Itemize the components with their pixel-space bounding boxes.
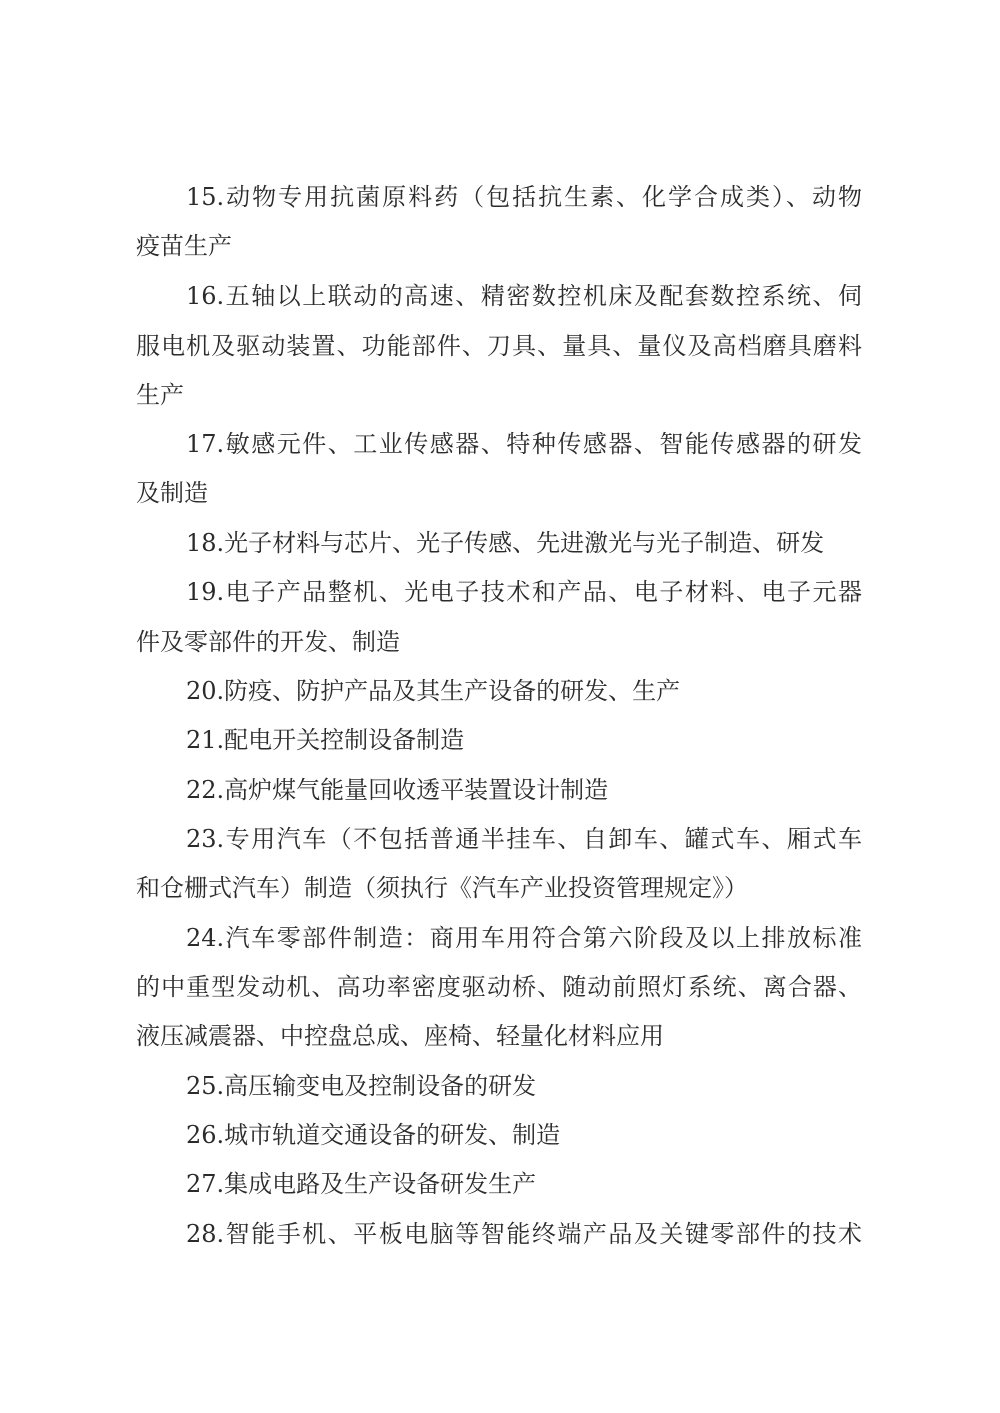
list-item-21-line-1	[186, 725, 464, 755]
item-number: 25.	[186, 1072, 225, 1100]
list-item-18-line-1	[186, 528, 824, 558]
item-number: 16.	[186, 282, 225, 310]
item-text: 专用汽车（不包括普通半挂车、自卸车、罐式车、厢式车	[224, 825, 862, 853]
item-number: 24.	[186, 924, 225, 952]
item-number: 27.	[186, 1170, 225, 1198]
item-number: 19.	[186, 578, 225, 606]
list-item-24-line-2	[136, 972, 862, 1002]
list-item-20-line-1	[186, 676, 680, 706]
item-number: 21.	[186, 726, 225, 754]
list-item-19-line-1	[186, 577, 862, 607]
item-text: 液压减震器、中控盘总成、座椅、轻量化材料应用	[136, 1022, 664, 1050]
list-item-16-line-3	[136, 380, 184, 410]
item-number: 22.	[186, 776, 225, 804]
item-text: 的中重型发动机、高功率密度驱动桥、随动前照灯系统、离合器、	[136, 973, 862, 1001]
list-item-15-line-1	[186, 182, 862, 212]
list-item-22-line-1	[186, 775, 608, 805]
item-text: 生产	[136, 381, 184, 409]
item-text: 高炉煤气能量回收透平装置设计制造	[224, 776, 609, 804]
item-text: 和仓栅式汽车）制造（须执行《汽车产业投资管理规定》）	[136, 874, 748, 902]
list-item-15-line-2	[136, 231, 232, 261]
item-number: 28.	[186, 1220, 225, 1248]
item-text: 件及零部件的开发、制造	[136, 628, 400, 656]
list-item-24-line-1	[186, 923, 862, 953]
list-item-25-line-1	[186, 1071, 536, 1101]
item-text: 智能手机、平板电脑等智能终端产品及关键零部件的技术	[224, 1220, 862, 1248]
item-number: 18.	[186, 529, 225, 557]
item-text: 敏感元件、工业传感器、特种传感器、智能传感器的研发	[224, 430, 862, 458]
item-text: 高压输变电及控制设备的研发	[224, 1072, 537, 1100]
list-item-27-line-1	[186, 1169, 536, 1199]
list-item-24-line-3	[136, 1021, 664, 1051]
item-text: 集成电路及生产设备研发生产	[224, 1170, 537, 1198]
item-number: 26.	[186, 1121, 225, 1149]
list-item-16-line-2	[136, 331, 862, 361]
item-text: 及制造	[136, 479, 208, 507]
list-item-17-line-1	[186, 429, 862, 459]
item-text: 防疫、防护产品及其生产设备的研发、生产	[224, 677, 681, 705]
item-text: 光子材料与芯片、光子传感、先进激光与光子制造、研发	[224, 529, 825, 557]
list-item-28-line-1	[186, 1219, 862, 1249]
item-text: 服电机及驱动装置、功能部件、刀具、量具、量仪及高档磨具磨料	[136, 332, 862, 360]
item-text: 动物专用抗菌原料药（包括抗生素、化学合成类）、动物	[224, 183, 862, 211]
list-item-26-line-1	[186, 1120, 560, 1150]
list-item-17-line-2	[136, 478, 208, 508]
list-item-23-line-1	[186, 824, 862, 854]
item-number: 17.	[186, 430, 225, 458]
item-text: 城市轨道交通设备的研发、制造	[224, 1121, 561, 1149]
list-item-16-line-1	[186, 281, 862, 311]
list-item-23-line-2	[136, 873, 748, 903]
item-text: 五轴以上联动的高速、精密数控机床及配套数控系统、伺	[224, 282, 862, 310]
item-number: 15.	[186, 183, 225, 211]
item-number: 20.	[186, 677, 225, 705]
item-text: 疫苗生产	[136, 232, 232, 260]
item-number: 23.	[186, 825, 225, 853]
item-text: 电子产品整机、光电子技术和产品、电子材料、电子元器	[224, 578, 862, 606]
item-text: 汽车零部件制造：商用车用符合第六阶段及以上排放标准	[224, 924, 862, 952]
list-item-19-line-2	[136, 627, 400, 657]
item-text: 配电开关控制设备制造	[224, 726, 465, 754]
